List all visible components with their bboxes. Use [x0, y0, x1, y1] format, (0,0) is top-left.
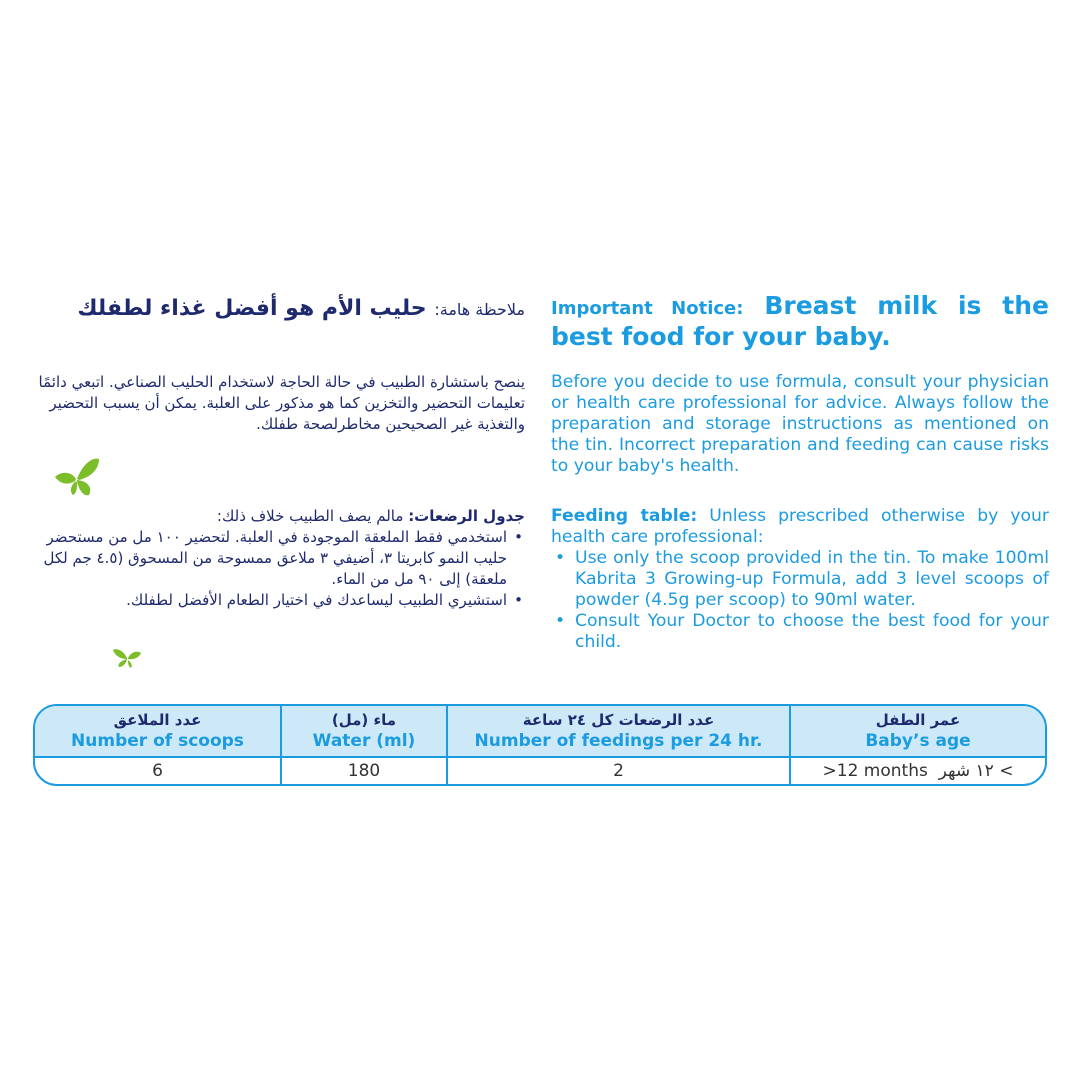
- header-feedings-ar: عدد الرضعات كل ٢٤ ساعة: [522, 711, 715, 729]
- english-bullet-text: Use only the scoop provided in the tin. To make 100ml Kabrita 3 Growing-up Formula, add 3 level scoops of powder (4.5g per scoop) to 90ml water.: [575, 548, 1049, 610]
- header-water-en: Water (ml): [312, 731, 416, 751]
- arabic-title: [25, 294, 525, 325]
- english-bullet-list: [551, 548, 1049, 653]
- header-water: [280, 706, 446, 756]
- cell-age-ar: > ١٢ شهر: [938, 761, 1014, 781]
- header-age: [789, 706, 1045, 756]
- arabic-intro: ينصح باستشارة الطبيب في حالة الحاجة لاستخدام الحليب الصناعي. اتبعي دائمًا تعليمات التحضير والتخزين كما هو مذكور على العلبة. يمكن أن يسبب التحضير والتغذية غير الصحيحين مخاطرلصحة طفلك.: [38, 373, 525, 433]
- bullet-icon: •: [555, 548, 566, 568]
- header-age-en: Baby’s age: [865, 731, 971, 751]
- arabic-bullet-item: [25, 590, 525, 611]
- feeding-table-header: [35, 706, 1045, 758]
- arabic-feeding-section: [25, 506, 525, 611]
- english-title: [551, 292, 1049, 351]
- arabic-feeding-label: جدول الرضعات:: [408, 507, 525, 525]
- butterfly-small-icon: [113, 646, 141, 668]
- cell-scoops: 6: [152, 761, 163, 781]
- arabic-title-lead: ملاحظة هامة:: [434, 300, 525, 319]
- feeding-table: [33, 704, 1047, 786]
- arabic-feeding-text: مالم يصف الطبيب خلاف ذلك:: [216, 507, 404, 525]
- arabic-bullet-list: [25, 527, 525, 611]
- feeding-table-row: [35, 758, 1045, 784]
- english-title-lead: Important Notice:: [551, 298, 744, 319]
- bullet-icon: •: [514, 528, 523, 546]
- english-feeding-text: Unless prescribed otherwise by your health care professional:: [551, 506, 1049, 547]
- butterfly-icon: [53, 455, 101, 499]
- english-bullet-item: [551, 548, 1049, 611]
- cell-age: [789, 758, 1045, 784]
- english-bullet-item: [551, 611, 1049, 653]
- english-feeding-section: [551, 506, 1049, 653]
- english-feeding-heading: [551, 506, 1049, 548]
- bullet-icon: •: [555, 611, 566, 631]
- cell-feedings: 2: [446, 758, 789, 784]
- header-scoops-en: Number of scoops: [71, 731, 244, 751]
- english-intro: Before you decide to use formula, consult your physician or health care professional for advice. Always follow the preparation and storage instructions as mentioned on the tin. Incorrect preparation and feeding can cause risks to your baby's health.: [551, 372, 1049, 476]
- arabic-bullet-item: [25, 527, 525, 590]
- header-age-ar: عمر الطفل: [875, 711, 961, 729]
- header-water-ar: ماء (مل): [331, 711, 397, 729]
- arabic-bullet-text: استشيري الطبيب ليساعدك في اختيار الطعام الأفضل لطفلك.: [126, 591, 507, 609]
- arabic-feeding-heading: [25, 506, 525, 527]
- header-scoops: [35, 706, 280, 756]
- cell-age-en: >12 months: [822, 761, 928, 781]
- header-feedings: [446, 706, 789, 756]
- header-scoops-ar: عدد الملاعق: [113, 711, 202, 729]
- header-feedings-en: Number of feedings per 24 hr.: [474, 731, 763, 751]
- arabic-bullet-text: استخدمي فقط الملعقة الموجودة في العلبة. لتحضير ١٠٠ مل من مستحضر حليب النمو كابريتا ٣، أضيفي ٣ ملاعق ممسوحة من المسحوق (٤.٥ جم لكل ملعقة) إلى ٩٠ مل من الماء.: [43, 528, 507, 588]
- bullet-icon: •: [514, 591, 523, 609]
- english-feeding-label: Feeding table:: [551, 506, 698, 526]
- cell-water: 180: [280, 758, 446, 784]
- english-bullet-text: Consult Your Doctor to choose the best food for your child.: [575, 611, 1049, 652]
- arabic-title-main: حليب الأم هو أفضل غذاء لطفلك: [77, 296, 427, 321]
- english-title-main: Breast milk is the best food for your baby.: [551, 291, 1049, 351]
